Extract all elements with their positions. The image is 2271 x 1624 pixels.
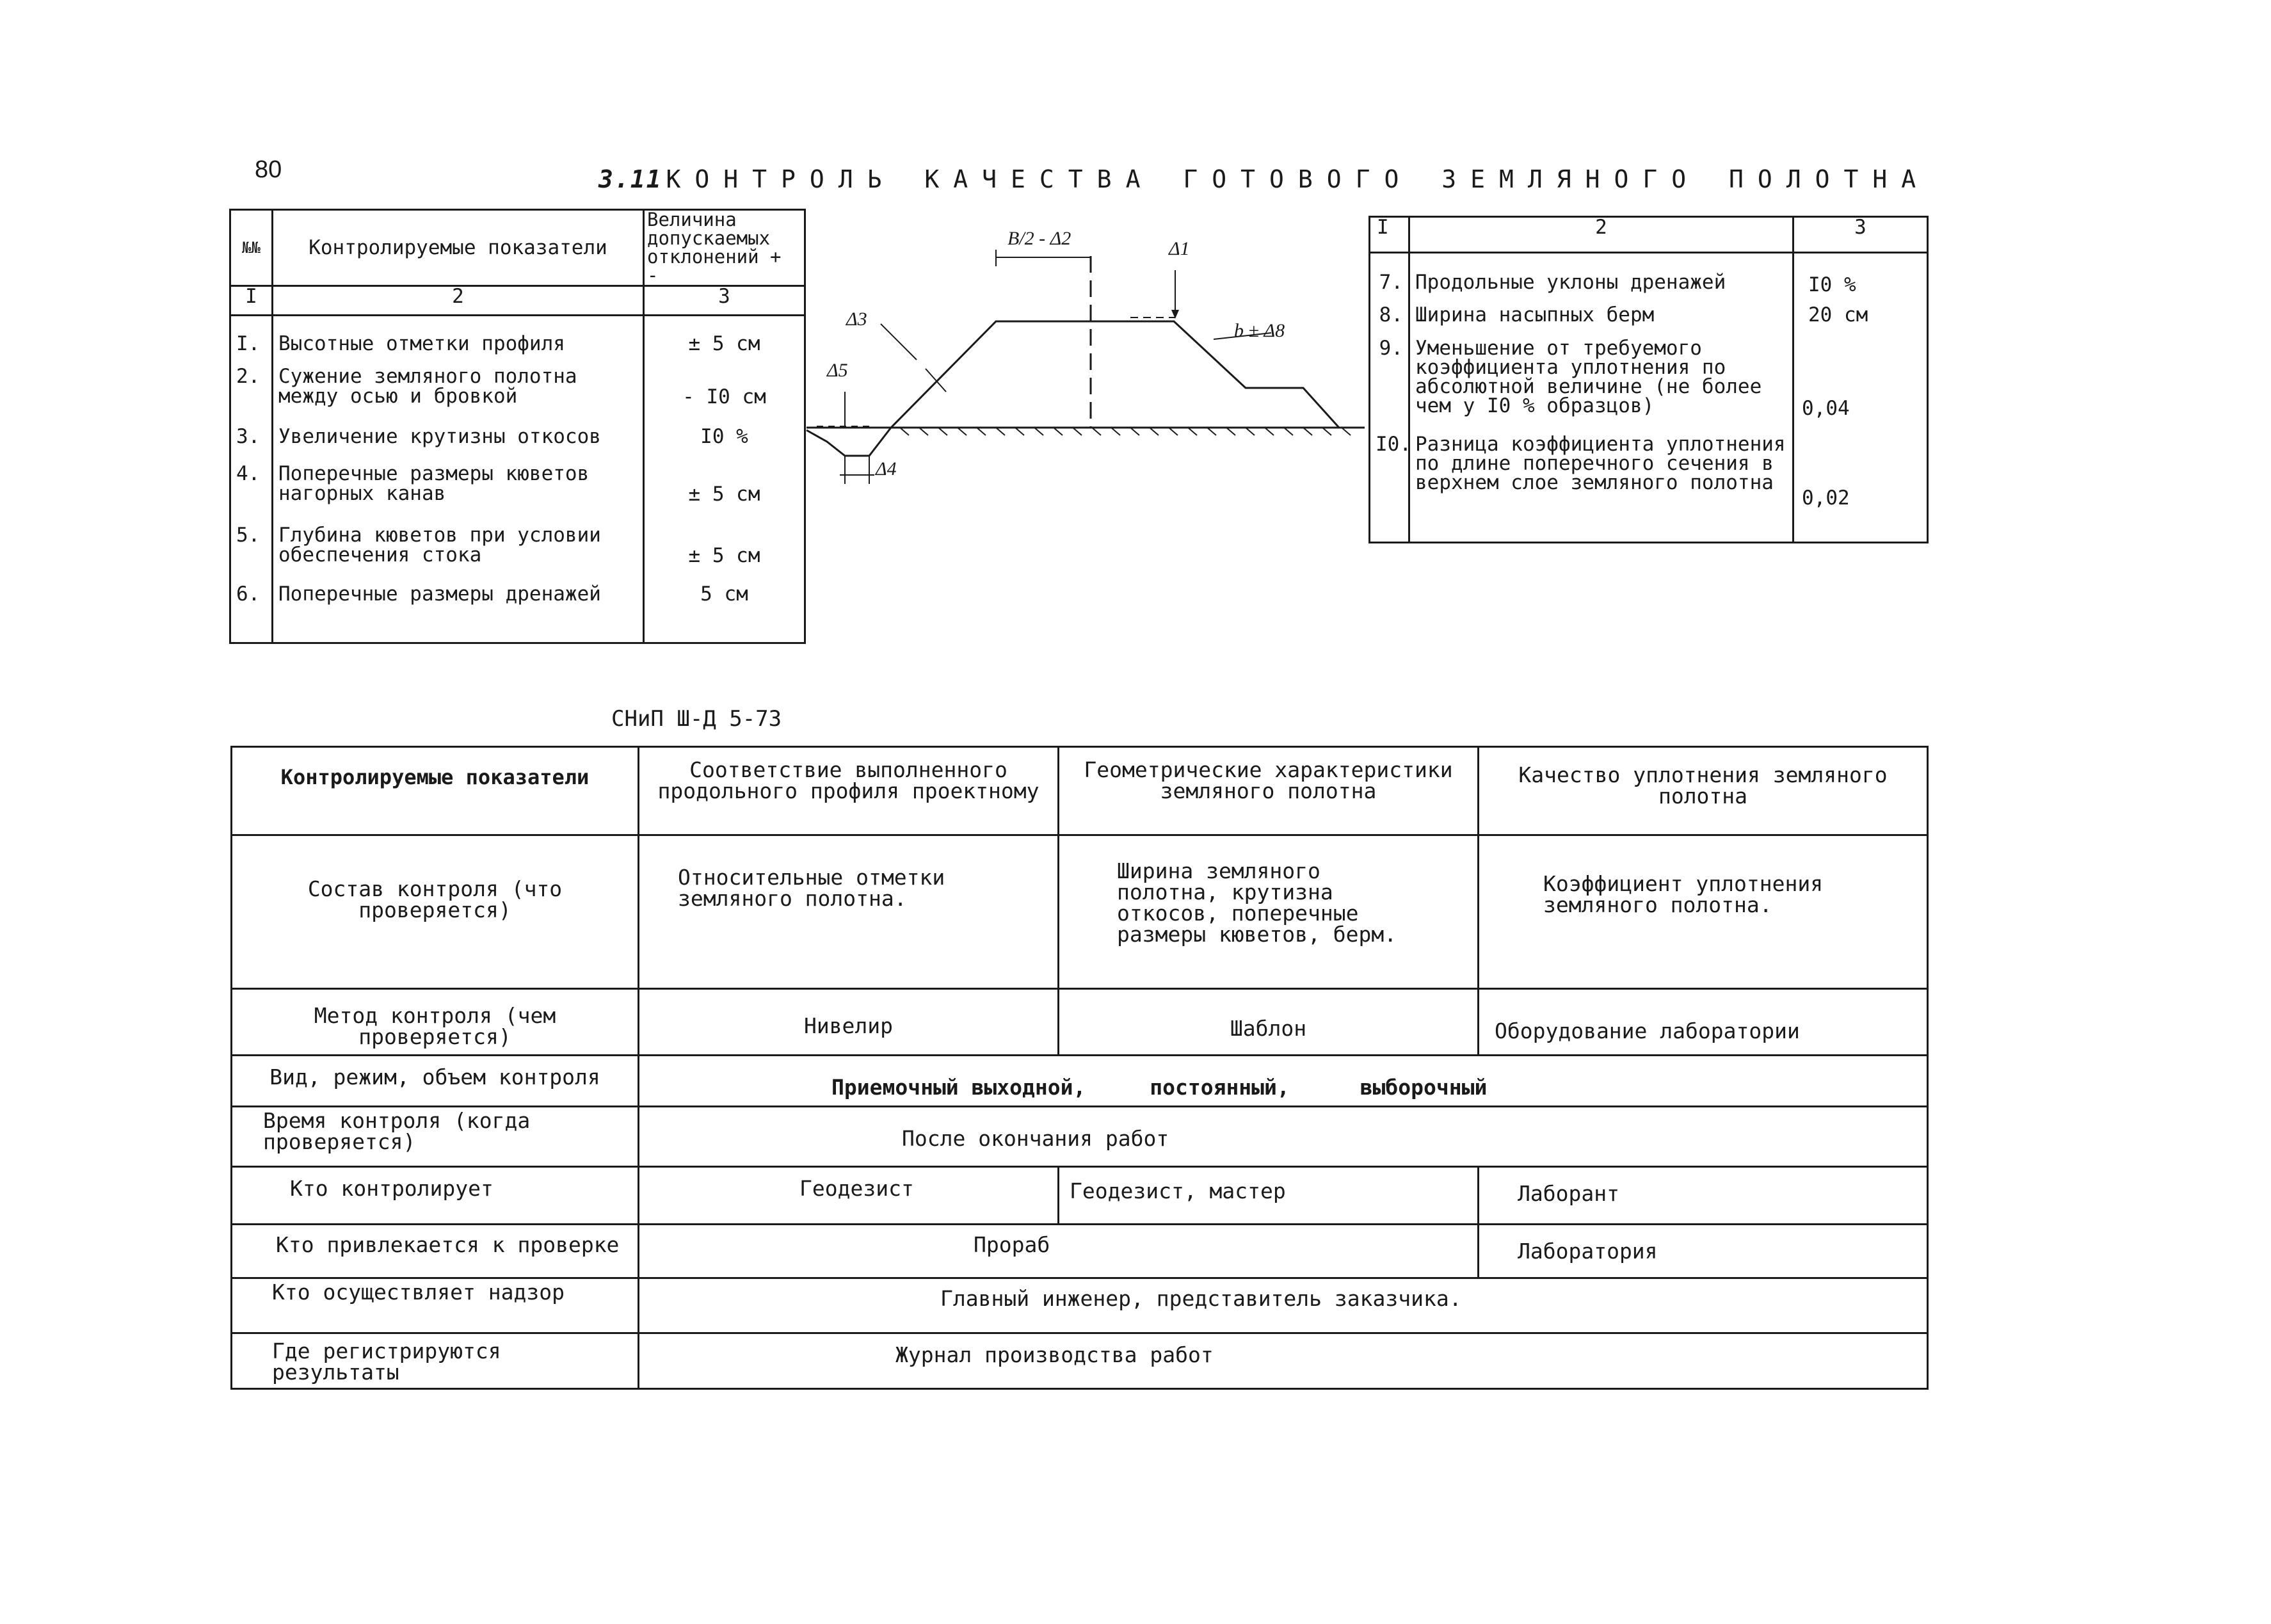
colnum-3: 3 bbox=[644, 286, 805, 316]
label-d3: Δ3 bbox=[846, 309, 867, 330]
who-compaction: Лаборант bbox=[1479, 1167, 1928, 1225]
left-tolerance-table bbox=[229, 209, 806, 644]
row-indicator: Уменьшение от требуемого коэффициента уплотнения по абсолютной величине (не более чем у I0 % образцов) bbox=[1409, 334, 1794, 430]
colnum-1: I bbox=[230, 286, 273, 316]
quality-control-table bbox=[230, 746, 1929, 1390]
row-indicator: Увеличение крутизны откосов bbox=[273, 422, 644, 459]
row-indicator: Сужение земляного полотна между осью и бровкой bbox=[273, 362, 644, 422]
colnum-2: 2 bbox=[273, 286, 644, 316]
header-profile: Соответствие выполненного продольного профиля проектному bbox=[639, 747, 1059, 835]
row-value: ± 5 см bbox=[644, 520, 805, 579]
supervision-label: Кто осуществляет надзор bbox=[232, 1278, 639, 1333]
row-value: 0,04 bbox=[1794, 334, 1928, 430]
colnum-1: I bbox=[1370, 217, 1409, 253]
row-num: 5. bbox=[230, 520, 273, 579]
row-value: 20 см bbox=[1794, 300, 1928, 334]
method-geometry: Шаблон bbox=[1059, 989, 1479, 1056]
row-indicator: Ширина насыпных берм bbox=[1409, 300, 1794, 334]
who-geometry: Геодезист, мастер bbox=[1059, 1167, 1479, 1225]
row-num: 3. bbox=[230, 422, 273, 459]
method-label: Метод контроля (чем проверяется) bbox=[232, 989, 639, 1056]
header-label: Контролируемые показатели bbox=[232, 747, 639, 835]
row-indicator: Высотные отметки профиля bbox=[273, 316, 644, 362]
page-number: 80 bbox=[255, 156, 282, 183]
header-num: №№ bbox=[230, 210, 273, 286]
row-indicator: Поперечные размеры дренажей bbox=[273, 579, 644, 643]
label-berm: b ± Δ8 bbox=[1234, 320, 1285, 341]
row-num: I0. bbox=[1370, 430, 1409, 542]
involved-label: Кто привлекается к проверке bbox=[232, 1225, 639, 1278]
row-value: ± 5 см bbox=[644, 459, 805, 520]
row-num: 4. bbox=[230, 459, 273, 520]
row-num: 9. bbox=[1370, 334, 1409, 430]
row-indicator: Продольные уклоны дренажей bbox=[1409, 253, 1794, 301]
register-value: Журнал производства работ bbox=[639, 1333, 1928, 1389]
section-title: КОНТРОЛЬ КАЧЕСТВА ГОТОВОГО ЗЕМЛЯНОГО ПОЛОТНА bbox=[666, 165, 1930, 193]
time-value: После окончания работ bbox=[639, 1107, 1928, 1167]
who-label: Кто контролирует bbox=[232, 1167, 639, 1225]
colnum-3: 3 bbox=[1794, 217, 1928, 253]
row-value: I0 % bbox=[1794, 253, 1928, 301]
header-compaction: Качество уплотнения земляного полотна bbox=[1479, 747, 1928, 835]
header-deviation: Величина допускаемых отклонений + - bbox=[644, 210, 805, 286]
composition-profile: Относительные отметки земляного полотна. bbox=[639, 835, 1059, 989]
mode-selective: выборочный bbox=[1360, 1075, 1488, 1100]
composition-compaction: Коэффициент уплотнения земляного полотна. bbox=[1479, 835, 1928, 989]
row-value: - I0 см bbox=[644, 362, 805, 422]
row-indicator: Разница коэффициента уплотнения по длине поперечного сечения в верхнем слое земляного полотна bbox=[1409, 430, 1794, 542]
mode-acceptance: Приемочный выходной, bbox=[831, 1075, 1086, 1100]
row-num: I. bbox=[230, 316, 273, 362]
label-d1: Δ1 bbox=[1169, 238, 1190, 259]
page-title bbox=[598, 165, 1930, 193]
composition-geometry: Ширина земляного полотна, крутизна откосов, поперечные размеры кюветов, берм. bbox=[1059, 835, 1479, 989]
row-num: 2. bbox=[230, 362, 273, 422]
mode-value bbox=[639, 1056, 1928, 1107]
who-profile: Геодезист bbox=[639, 1167, 1059, 1225]
mode-label: Вид, режим, объем контроля bbox=[232, 1056, 639, 1107]
header-geometry: Геометрические характеристики земляного полотна bbox=[1059, 747, 1479, 835]
row-value: 0,02 bbox=[1794, 430, 1928, 542]
colnum-2: 2 bbox=[1409, 217, 1794, 253]
method-compaction: Оборудование лаборатории bbox=[1479, 989, 1928, 1056]
row-num: 6. bbox=[230, 579, 273, 643]
row-indicator: Поперечные размеры кюветов нагорных канав bbox=[273, 459, 644, 520]
row-num: 7. bbox=[1370, 253, 1409, 301]
row-value: ± 5 см bbox=[644, 316, 805, 362]
mode-constant: постоянный, bbox=[1150, 1075, 1290, 1100]
composition-label: Состав контроля (что проверяется) bbox=[232, 835, 639, 989]
row-num: 8. bbox=[1370, 300, 1409, 334]
involved-compaction: Лаборатория bbox=[1479, 1225, 1928, 1278]
label-d5: Δ5 bbox=[827, 360, 848, 381]
involved-profile-geometry: Прораб bbox=[639, 1225, 1479, 1278]
time-label: Время контроля (когда проверяется) bbox=[232, 1107, 639, 1167]
section-number: 3.11 bbox=[598, 165, 662, 193]
label-half-width: B/2 - Δ2 bbox=[1007, 228, 1071, 249]
register-label: Где регистрируются результаты bbox=[232, 1333, 639, 1389]
header-indicator: Контролируемые показатели bbox=[273, 210, 644, 286]
right-tolerance-table bbox=[1368, 216, 1929, 543]
roadbed-cross-section-diagram bbox=[804, 211, 1367, 499]
label-d4: Δ4 bbox=[876, 458, 897, 479]
standard-reference: СНиП Ш-Д 5-73 bbox=[611, 706, 782, 732]
supervision-value: Главный инженер, представитель заказчика. bbox=[639, 1278, 1928, 1333]
row-value: I0 % bbox=[644, 422, 805, 459]
row-indicator: Глубина кюветов при условии обеспечения стока bbox=[273, 520, 644, 579]
method-profile: Нивелир bbox=[639, 989, 1059, 1056]
row-value: 5 см bbox=[644, 579, 805, 643]
